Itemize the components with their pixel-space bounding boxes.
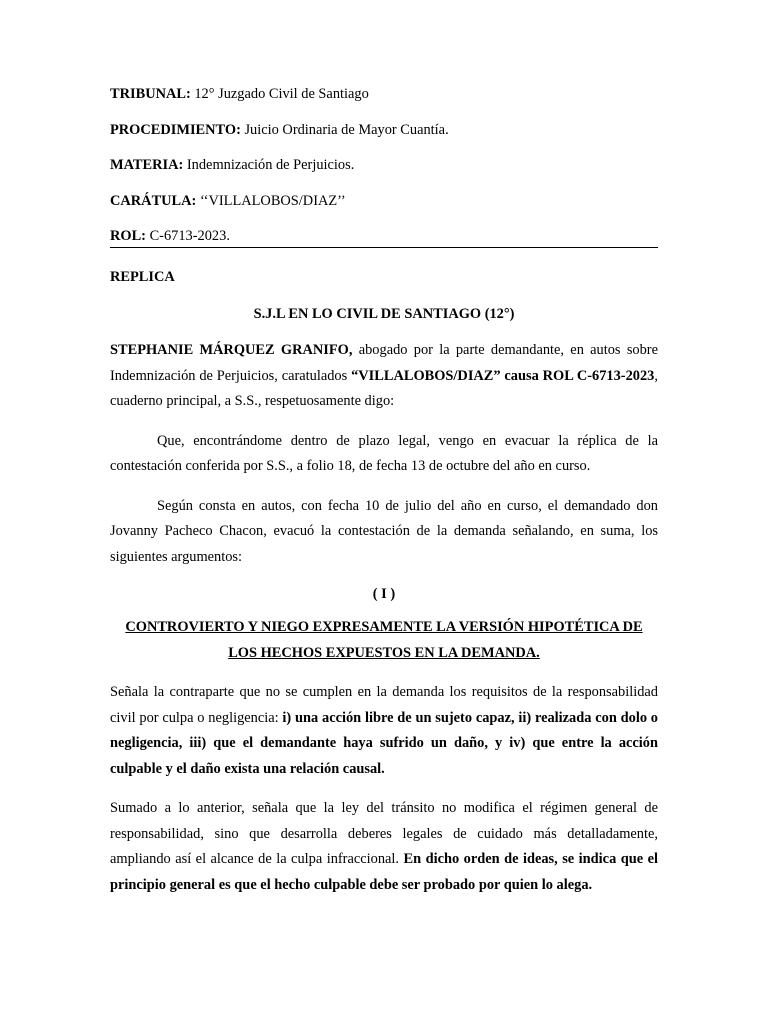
document-page <box>110 84 658 898</box>
header-tribunal <box>110 84 658 104</box>
header-caratula <box>110 191 658 211</box>
caratula-value: ‘‘VILLALOBOS/DIAZ’’ <box>196 192 346 209</box>
paragraph-3-text: Señala la contraparte que no se cumplen en la demanda los requisitos de la responsabilidad civil por culpa o negligencia: <box>110 684 658 726</box>
addressee: S.J.L EN LO CIVIL DE SANTIAGO (12°) <box>253 306 515 322</box>
intro-paragraph <box>110 338 658 415</box>
document-title: REPLICA <box>110 269 175 285</box>
materia-value: Indemnización de Perjuicios. <box>183 157 355 173</box>
rol-value: C-6713-2023. <box>145 228 230 244</box>
case-caption: “VILLALOBOS/DIAZ” causa ROL C-6713-2023 <box>351 367 655 384</box>
header-rol <box>110 226 658 248</box>
materia-label: MATERIA: <box>110 157 184 173</box>
header-materia <box>110 155 658 175</box>
paragraph-1: Que, encontrándome dentro de plazo legal, vengo en evacuar la réplica de la contestación conferida por S.S., a folio 18, de fecha 13 de octubre del año en curso. <box>110 432 658 474</box>
tribunal-value: 12° Juzgado Civil de Santiago <box>190 86 369 102</box>
intro-text-1: abogado por la parte demandante, en autos sobre Indemnización de Perjuicios, caratulados <box>110 342 658 384</box>
rol-label: ROL: <box>110 228 146 244</box>
paragraph-4 <box>110 796 658 898</box>
intro-text-2: , cuaderno principal, a S.S., respetuosamente digo: <box>110 367 658 409</box>
paragraph-4-text: Sumado a lo anterior, señala que la ley del tránsito no modifica el régimen general de responsabilidad, sino que desarrolla deberes legales de cuidado más detalladamente, ampliando así el alcance de la culpa infraccional. <box>110 800 658 867</box>
tribunal-label: TRIBUNAL: <box>110 86 191 102</box>
paragraph-3 <box>110 680 658 782</box>
paragraph-3-bold: i) una acción libre de un sujeto capaz, ii) realizada con dolo o negligencia, iii) que el demandante haya sufrido un daño, y iv) que entre la acción culpable y el daño exista una relación causal. <box>110 709 658 777</box>
section-heading: CONTROVIERTO Y NIEGO EXPRESAMENTE LA VERSIÓN HIPOTÉTICA DE LOS HECHOS EXPUESTOS EN LA DEMANDA. <box>125 619 643 661</box>
paragraph-2: Según consta en autos, con fecha 10 de julio del año en curso, el demandado don Jovanny Pacheco Chacon, evacuó la contestación de la demanda señalando, en suma, los siguientes argumentos: <box>110 497 658 565</box>
paragraph-4-bold: En dicho orden de ideas, se indica que el principio general es que el hecho culpable debe ser probado por quien lo alega. <box>110 851 658 893</box>
section-number: ( I ) <box>372 586 396 602</box>
lawyer-name: STEPHANIE MÁRQUEZ GRANIFO, <box>110 342 353 358</box>
procedimiento-label: PROCEDIMIENTO: <box>110 121 241 138</box>
header-procedimiento <box>110 120 658 140</box>
caratula-label: CARÁTULA: <box>110 192 197 209</box>
procedimiento-value: Juicio Ordinaria de Mayor Cuantía. <box>240 121 449 138</box>
